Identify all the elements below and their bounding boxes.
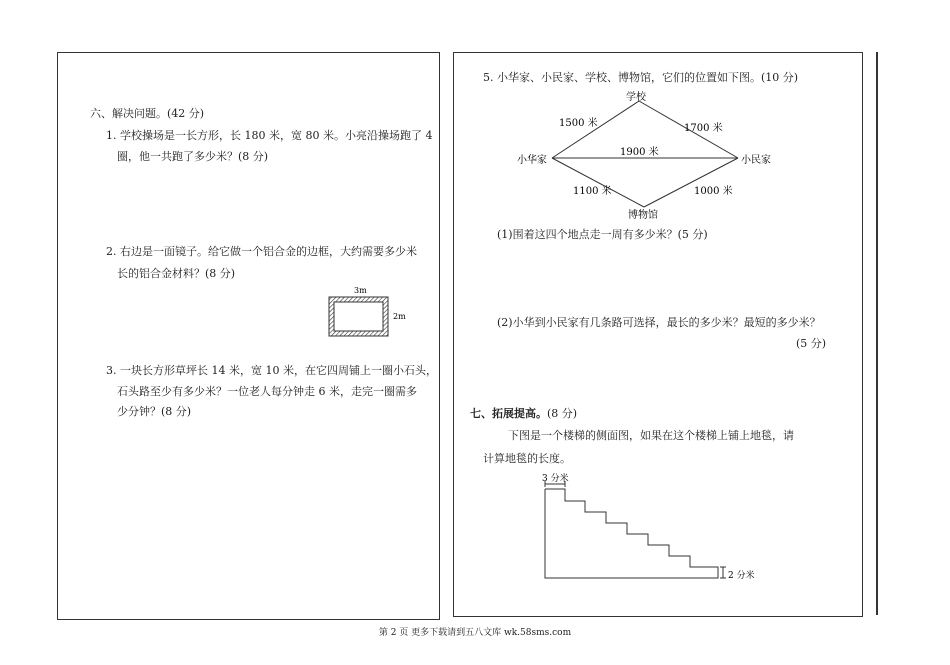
section7-text-line2: 计算地毯的长度。	[483, 452, 571, 465]
question3-line3: 少分钟？(8 分)	[117, 405, 192, 418]
xiaomin-home-label: 小民家	[741, 155, 771, 166]
question3-line1: 3. 一块长方形草坪长 14 米，宽 10 米，在它四周铺上一圈小石头，	[106, 364, 437, 377]
question2-line1: 2. 右边是一面镜子。给它做一个铝合金的边框，大约需要多少米	[106, 245, 417, 258]
binding-edge-line	[876, 52, 878, 615]
location-map-diagram	[512, 90, 792, 220]
page-footer: 第 2 页 更多下载请到五八文库 wk.58sms.com	[378, 628, 572, 638]
distance-school-min: 1700 米	[684, 123, 723, 134]
staircase-diagram	[536, 472, 766, 584]
xiaohua-home-label: 小华家	[517, 155, 547, 166]
mirror-diagram	[320, 283, 420, 343]
section7-heading: 七、拓展提高。	[470, 407, 547, 420]
mirror-height-label: 2m	[393, 312, 406, 321]
question3-line2: 石头路至少有多少米？一位老人每分钟走 6 米，走完一圈需多	[117, 385, 417, 398]
question1-line2: 圈，他一共跑了多少米？(8 分)	[117, 150, 269, 163]
question2-line2: 长的铝合金材料？(8 分)	[117, 267, 236, 280]
museum-label: 博物馆	[628, 210, 658, 220]
section6-heading: 六、解决问题。(42 分)	[90, 107, 205, 120]
top-width-label: 3 分米	[542, 474, 569, 484]
section7-text-line1: 下图是一个楼梯的侧面图，如果在这个楼梯上铺上地毯，请	[508, 429, 794, 442]
section7-heading-wrap	[470, 407, 577, 421]
road-hua-museum	[552, 158, 644, 207]
question5-part2-score: (5 分)	[796, 337, 827, 350]
staircase-outline	[545, 489, 718, 578]
distance-hua-museum: 1100 米	[573, 186, 612, 197]
section7-score: (8 分)	[547, 407, 578, 420]
distance-hua-min: 1900 米	[620, 147, 659, 158]
step-height-label: 2 分米	[728, 571, 755, 581]
mirror-glass	[334, 302, 383, 331]
distance-museum-min: 1000 米	[694, 186, 733, 197]
distance-hua-school: 1500 米	[559, 118, 598, 129]
question5-part2: (2)小华到小民家有几条路可选择，最长的多少米？最短的多少米？	[497, 316, 821, 329]
road-museum-min	[644, 158, 738, 207]
mirror-width-label: 3m	[354, 286, 367, 295]
question1-line1: 1. 学校操场是一长方形，长 180 米，宽 80 米。小亮沿操场跑了 4	[106, 129, 433, 142]
question5-part1: (1)围着这四个地点走一周有多少米？(5 分)	[497, 228, 708, 241]
question5-title: 5. 小华家、小民家、学校、博物馆，它们的位置如下图。(10 分)	[483, 71, 799, 84]
school-label: 学校	[626, 92, 646, 103]
